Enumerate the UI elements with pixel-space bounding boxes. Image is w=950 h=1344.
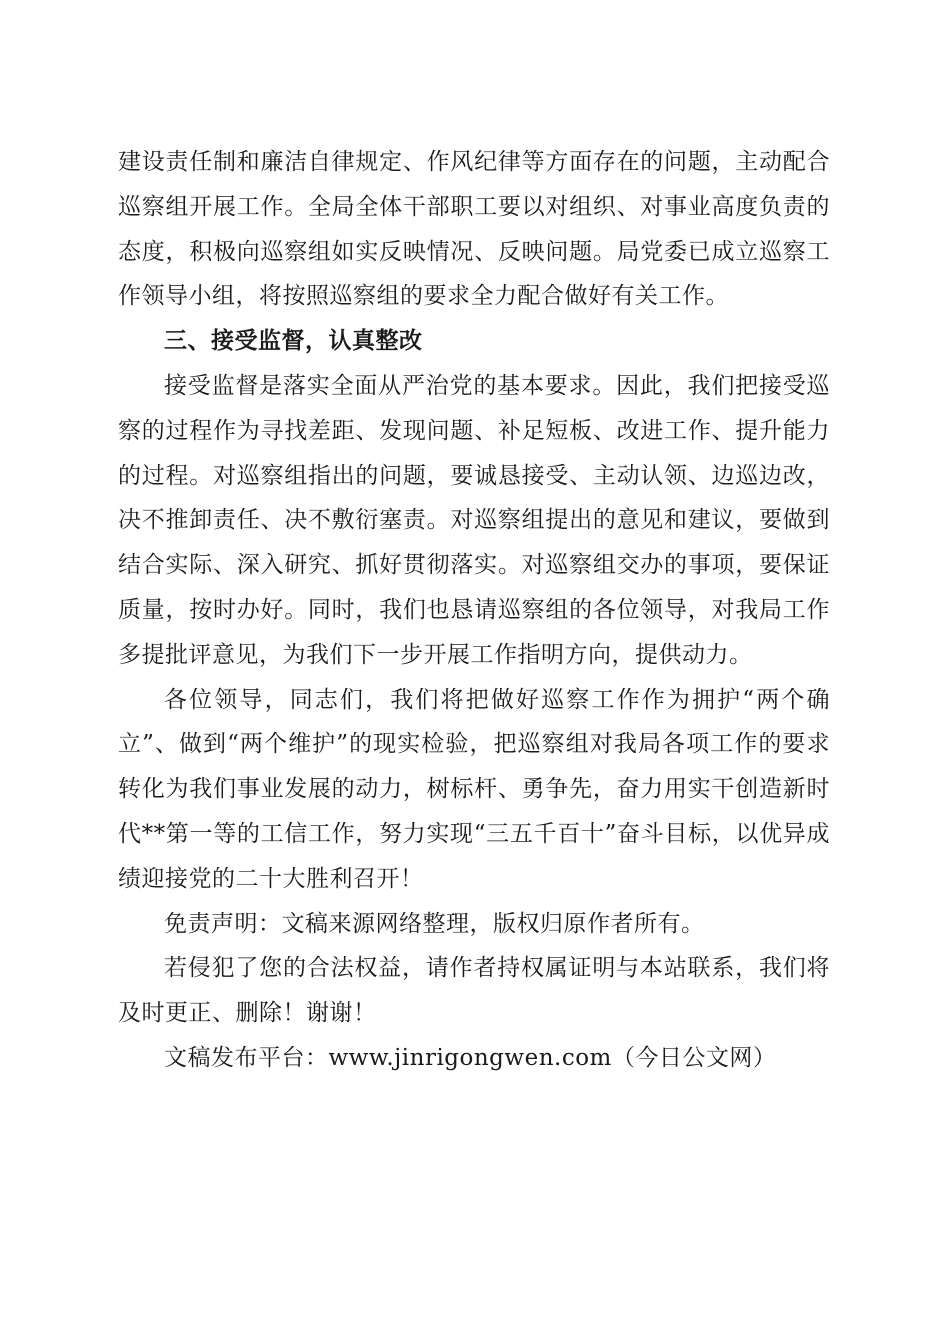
section-heading: 三、接受监督，认真整改 [164, 328, 423, 355]
body-paragraph-supervision: 接受监督是落实全面从严治党的基本要求。因此，我们把接受巡察的过程作为寻找差距、发现问题、补足短板、改进工作、提升能力的过程。对巡察组指出的问题，要诚恳接受、主动认领、边巡边改，决不推卸责任、决不敷衍塞责。对巡察组提出的意见和建议，要做到结合实际、深入研究、抓好贯彻落实。对巡察组交办的事项，要保证质量，按时办好。同时，我们也恳请巡察组的各位领导，对我局工作多提批评意见，为我们下一步开展工作指明方向，提供动力。 [118, 372, 830, 668]
document-page [118, 140, 830, 1081]
infringement-notice: 若侵犯了您的合法权益，请作者持权属证明与本站联系，我们将及时更正、删除！谢谢！ [118, 955, 830, 1027]
body-paragraph-continued: 建设责任制和廉洁自律规定、作风纪律等方面存在的问题，主动配合巡察组开展工作。全局全体干部职工要以对组织、对事业高度负责的态度，积极向巡察组如实反映情况、反映问题。局党委已成立巡察工作领导小组，将按照巡察组的要求全力配合做好有关工作。 [118, 149, 830, 310]
publisher-line: 文稿发布平台：www.jinrigongwen.com（今日公文网） [164, 1044, 777, 1071]
disclaimer-text: 免责声明：文稿来源网络整理，版权归原作者所有。 [164, 910, 705, 937]
body-paragraph-closing: 各位领导，同志们，我们将把做好巡察工作作为拥护“两个确立”、做到“两个维护”的现实检验，把巡察组对我局各项工作的要求转化为我们事业发展的动力，树标杆、勇争先，奋力用实干创造新时代**第一等的工信工作，努力实现“三五千百十”奋斗目标，以优异成绩迎接党的二十大胜利召开！ [118, 686, 830, 892]
